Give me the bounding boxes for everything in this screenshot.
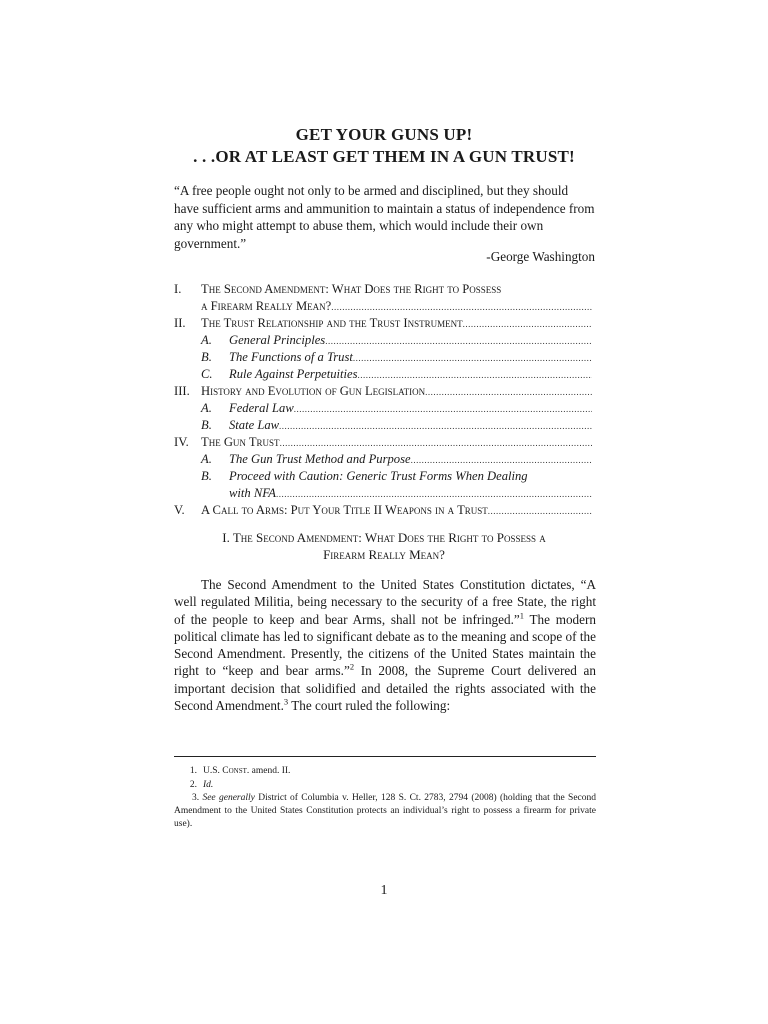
toc-subnumber: C.: [201, 367, 213, 381]
epigraph-quote: “A free people ought not only to be armed and disciplined, but they should have sufficient arms and ammunition to maintain a status of independence from any who might attempt to abuse them, which would include their own government.”: [174, 183, 595, 251]
toc-entry-iv-a[interactable]: [174, 451, 592, 468]
toc-text: History and Evolution of Gun Legislation: [201, 384, 426, 398]
toc-text: The Second Amendment: What Does the Right to Possess: [201, 282, 502, 296]
footnote-text: U.S.: [203, 766, 223, 776]
paragraph-text: The Second Amendment to the United States Constitution dictates, “A well regulated Militia, being necessary to the security of a free State, the right of the people to keep and bear Arms, shall not be infringed.”: [174, 577, 596, 627]
footnote-text: Const.: [222, 766, 250, 776]
toc-number-spacer: [174, 298, 201, 315]
toc-text: a Firearm Really Mean?: [201, 299, 332, 313]
toc-entry-iii-b[interactable]: [174, 417, 592, 434]
toc-leader-dots: [325, 332, 592, 349]
toc-text: with NFA: [229, 486, 277, 500]
footnote-number: 3.: [192, 793, 200, 803]
toc-text: General Principles: [229, 333, 326, 347]
toc-number-spacer: [174, 417, 201, 434]
section-heading-line1: I. The Second Amendment: What Does the Right to Possess a: [222, 530, 546, 545]
footnote-divider: [174, 756, 596, 757]
toc-leader-dots: [294, 400, 592, 417]
toc-number-spacer: [174, 485, 201, 502]
document-title-line1: GET YOUR GUNS UP!: [295, 125, 473, 144]
toc-leader-dots: [463, 315, 592, 332]
toc-text: Proceed with Caution: Generic Trust Forms When Dealing: [229, 469, 528, 483]
toc-subnumber: A.: [201, 401, 212, 415]
toc-entry-iv-b[interactable]: [174, 468, 592, 485]
toc-leader-dots: [411, 451, 592, 468]
toc-subnumber: B.: [201, 469, 212, 483]
toc-entry-ii-c[interactable]: [174, 366, 592, 383]
toc-leader-dots: [276, 485, 592, 502]
toc-text: State Law: [229, 418, 280, 432]
toc-entry-iii-a[interactable]: [174, 400, 592, 417]
footnote-number: 2.: [189, 780, 197, 790]
toc-leader-dots: [279, 417, 592, 434]
epigraph-attribution: -George Washington: [486, 249, 595, 264]
toc-leader-dots: [280, 434, 592, 451]
toc-leader-dots: [357, 366, 592, 383]
footnote-ref[interactable]: 2: [349, 662, 355, 673]
toc-text: The Gun Trust Method and Purpose: [229, 452, 411, 466]
footnote-text: Id.: [203, 780, 214, 790]
toc-subnumber: B.: [201, 350, 212, 364]
toc-number-spacer: [174, 366, 201, 383]
toc-number: IV.: [174, 435, 189, 449]
toc-number: V.: [174, 503, 185, 517]
toc-subnumber: B.: [201, 418, 212, 432]
toc-entry-iv-b-cont[interactable]: [174, 485, 592, 502]
toc-text: Federal Law: [229, 401, 294, 415]
toc-text: Rule Against Perpetuities: [229, 367, 358, 381]
toc-number-spacer: [174, 468, 201, 485]
footnote-3: [174, 792, 596, 831]
toc-number-spacer: [174, 451, 201, 468]
toc-entry-ii[interactable]: [174, 315, 592, 332]
toc-leader-dots: [425, 383, 592, 400]
paragraph-text: The court ruled the following:: [288, 698, 451, 714]
footnote-number: 1.: [189, 766, 197, 776]
toc-text: The Functions of a Trust: [229, 350, 353, 364]
footnote-ref[interactable]: 1: [519, 610, 524, 621]
toc-number-spacer: [174, 349, 201, 366]
toc-subnumber: A.: [201, 333, 212, 347]
toc-text: The Gun Trust: [201, 435, 280, 449]
footnote-text: District of Columbia v. Heller, 128 S. Ct. 2783, 2794 (2008) (holding that the Second Amendment to the United States Constitution protects an individual’s right to possess a firearm for private use).: [174, 793, 597, 829]
page-number: 1: [380, 883, 388, 898]
toc-entry-v[interactable]: [174, 502, 592, 519]
toc-leader-dots: [488, 502, 592, 519]
footnote-2: [174, 779, 596, 792]
toc-number: I.: [174, 282, 182, 296]
toc-entry-i-cont[interactable]: [174, 298, 592, 315]
toc-subnumber-spacer: [201, 485, 229, 502]
toc-entry-ii-a[interactable]: [174, 332, 592, 349]
toc-number: III.: [174, 384, 190, 398]
document-title-line2: . . .OR AT LEAST GET THEM IN A GUN TRUST!: [193, 147, 575, 166]
toc-entry-iii[interactable]: [174, 383, 592, 400]
toc-entry-iv[interactable]: [174, 434, 592, 451]
toc-text: A Call to Arms: Put Your Title II Weapons in a Trust: [201, 503, 488, 517]
toc-number-spacer: [174, 332, 201, 349]
toc-text: The Trust Relationship and the Trust Instrument: [201, 316, 463, 330]
body-paragraph: [174, 576, 596, 714]
footnote-text: See generally: [202, 793, 255, 803]
toc-entry-ii-b[interactable]: [174, 349, 592, 366]
toc-subnumber: A.: [201, 452, 212, 466]
footnote-ref[interactable]: 3: [283, 696, 289, 707]
section-heading-line2: Firearm Really Mean?: [323, 547, 445, 562]
toc-leader-dots: [353, 349, 592, 366]
toc-number-spacer: [174, 400, 201, 417]
toc-number: II.: [174, 316, 186, 330]
paragraph-text: The modern political climate has led to significant debate as to the meaning and scope of the Second Amendment. Presently, the citizens of the United States maintain the right to “keep and bear arms.”: [174, 611, 596, 679]
paragraph-text: In 2008, the Supreme Court delivered an important decision that solidified and detailed the rights associated with the Second Amendment.: [174, 663, 596, 714]
footnote-1: [174, 765, 596, 778]
toc-leader-dots: [331, 298, 592, 315]
toc-entry-i[interactable]: [174, 281, 592, 298]
footnote-text: amend. II.: [249, 766, 291, 776]
